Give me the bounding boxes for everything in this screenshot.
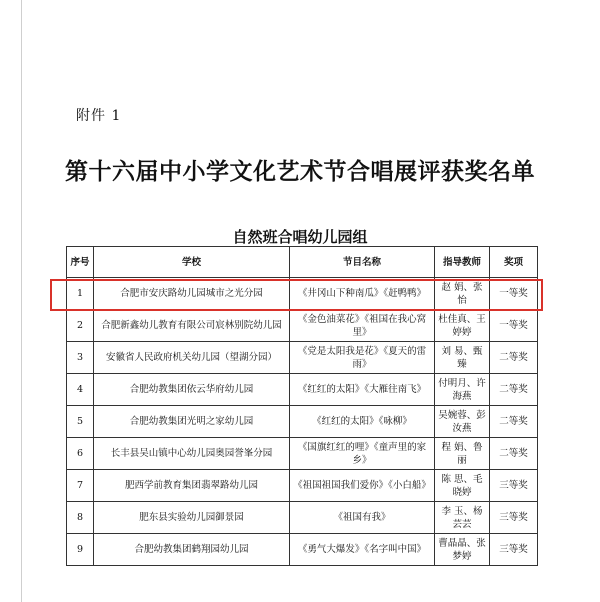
cell-program: 《国旗红红的哩》《童声里的家乡》	[290, 438, 435, 470]
document-title: 第十六届中小学文化艺术节合唱展评获奖名单	[65, 158, 535, 185]
cell-no: 6	[67, 438, 94, 470]
cell-teacher: 刘 易、甄 臻	[435, 342, 490, 374]
awards-table	[66, 246, 538, 566]
cell-program: 《红红的太阳》《咏柳》	[290, 406, 435, 438]
group-title: 自然班合唱幼儿园组	[232, 228, 368, 246]
cell-school: 合肥新鑫幼儿教育有限公司宸林别院幼儿园	[94, 310, 290, 342]
table-body	[67, 278, 538, 566]
cell-program: 《勇气大爆发》《名字叫中国》	[290, 534, 435, 566]
cell-school: 合肥幼教集团光明之家幼儿园	[94, 406, 290, 438]
cell-school: 肥西学前教育集团翡翠路幼儿园	[94, 470, 290, 502]
cell-teacher: 吴婉蓉、彭汝燕	[435, 406, 490, 438]
cell-no: 9	[67, 534, 94, 566]
cell-teacher: 赵 娟、张 怡	[435, 278, 490, 310]
cell-program: 《祖国祖国我们爱你》《小白船》	[290, 470, 435, 502]
header-teacher: 指导教师	[435, 247, 490, 278]
cell-program: 《金色油菜花》《祖国在我心窝里》	[290, 310, 435, 342]
header-program: 节目名称	[290, 247, 435, 278]
page-edge	[21, 0, 22, 602]
cell-award: 三等奖	[490, 470, 538, 502]
table-row	[67, 406, 538, 438]
cell-teacher: 程 娟、鲁 丽	[435, 438, 490, 470]
cell-no: 1	[67, 278, 94, 310]
cell-program: 《井冈山下种南瓜》《赶鸭鸭》	[290, 278, 435, 310]
header-school: 学校	[94, 247, 290, 278]
cell-teacher: 付明月、许海燕	[435, 374, 490, 406]
cell-school: 合肥市安庆路幼儿园城市之光分园	[94, 278, 290, 310]
table-row	[67, 438, 538, 470]
cell-school: 合肥幼教集团鹤翔园幼儿园	[94, 534, 290, 566]
attachment-label: 附件 1	[76, 108, 122, 124]
header-award: 奖项	[490, 247, 538, 278]
cell-award: 三等奖	[490, 534, 538, 566]
cell-teacher: 杜佳真、王婷婷	[435, 310, 490, 342]
cell-award: 一等奖	[490, 278, 538, 310]
table-row	[67, 534, 538, 566]
cell-award: 二等奖	[490, 342, 538, 374]
table-row	[67, 342, 538, 374]
cell-teacher: 曹晶晶、张梦婷	[435, 534, 490, 566]
cell-no: 2	[67, 310, 94, 342]
cell-no: 7	[67, 470, 94, 502]
cell-no: 4	[67, 374, 94, 406]
table-row	[67, 310, 538, 342]
cell-school: 合肥幼教集团依云华府幼儿园	[94, 374, 290, 406]
cell-award: 一等奖	[490, 310, 538, 342]
table-row	[67, 278, 538, 310]
cell-school: 长丰县吴山镇中心幼儿园奥园誉峯分园	[94, 438, 290, 470]
table-row	[67, 374, 538, 406]
cell-no: 3	[67, 342, 94, 374]
cell-teacher: 陈 思、毛晓婷	[435, 470, 490, 502]
cell-no: 8	[67, 502, 94, 534]
table-row	[67, 502, 538, 534]
cell-school: 肥东县实验幼儿园御景园	[94, 502, 290, 534]
table-row	[67, 470, 538, 502]
cell-teacher: 李 玉、杨芸芸	[435, 502, 490, 534]
table-header-row	[67, 247, 538, 278]
header-no: 序号	[67, 247, 94, 278]
cell-program: 《党是太阳我是花》《夏天的雷雨》	[290, 342, 435, 374]
cell-award: 二等奖	[490, 406, 538, 438]
cell-award: 三等奖	[490, 502, 538, 534]
cell-award: 二等奖	[490, 374, 538, 406]
cell-school: 安徽省人民政府机关幼儿园（望湖分园）	[94, 342, 290, 374]
cell-program: 《红红的太阳》《大雁往南飞》	[290, 374, 435, 406]
cell-award: 二等奖	[490, 438, 538, 470]
cell-program: 《祖国有我》	[290, 502, 435, 534]
cell-no: 5	[67, 406, 94, 438]
